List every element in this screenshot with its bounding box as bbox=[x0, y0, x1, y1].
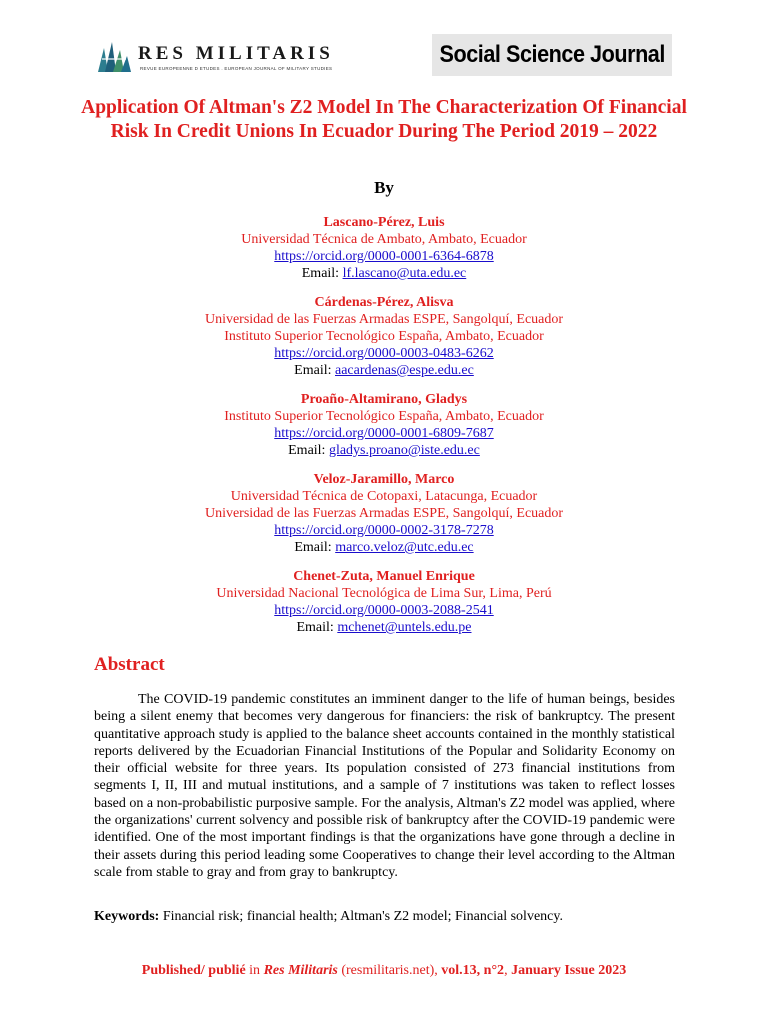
abstract-body: The COVID-19 pandemic constitutes an imminent danger to the life of human beings, besides being a silent enemy that becomes very dangerous for financiers: the risk of bankruptcy. The present quantitative approach study is applied to the balance sheet accounts contained in the monthly statistical reports delivered by the Ecuadorian Financial Institutions of the Popular and Solidarity Economy on their official website for three years. Its population consisted of 273 financial institutions from segments I, II, III and mutual institutions, and a sample of 7 institutions was taken to reflect losses based on a non-probabilistic purposive sample. For the analysis, Altman's Z2 model was applied, where the organizations' current solvency and possible risk of bankruptcy after the COVID-19 pandemic were identified. One of the most important findings is that the organizations have gone through a decline in their assets during this period leading some Cooperatives to change their level according to the Altman scale from stable to gray and from gray to bankruptcy. bbox=[94, 692, 675, 880]
footer-issue: January Issue 2023 bbox=[511, 963, 627, 978]
email-link[interactable]: mchenet@untels.edu.pe bbox=[337, 620, 472, 635]
email-label: Email: bbox=[294, 540, 336, 555]
email-line bbox=[0, 442, 768, 459]
footer-volume: vol.13, n°2 bbox=[441, 963, 505, 978]
email-line bbox=[0, 619, 768, 636]
keywords-line bbox=[94, 908, 563, 925]
author-block bbox=[0, 471, 768, 556]
footer-journal: Res Militaris bbox=[263, 963, 338, 978]
author-block bbox=[0, 214, 768, 282]
footer-in: in bbox=[245, 963, 264, 978]
keywords-text: Financial risk; financial health; Altman's Z2 model; Financial solvency. bbox=[159, 909, 563, 924]
author-affiliation: Instituto Superior Tecnológico España, Ambato, Ecuador bbox=[224, 329, 544, 344]
orcid-link[interactable]: https://orcid.org/0000-0001-6809-7687 bbox=[274, 426, 494, 441]
author-block bbox=[0, 568, 768, 636]
author-name: Chenet-Zuta, Manuel Enrique bbox=[293, 569, 475, 584]
email-line bbox=[0, 539, 768, 556]
email-label: Email: bbox=[288, 443, 329, 458]
author-block bbox=[0, 294, 768, 379]
author-affiliation: Instituto Superior Tecnológico España, Ambato, Ecuador bbox=[224, 409, 544, 424]
email-link[interactable]: marco.veloz@utc.edu.ec bbox=[335, 540, 474, 555]
orcid-link[interactable]: https://orcid.org/0000-0002-3178-7278 bbox=[274, 523, 494, 538]
footer-site: (resmilitaris.net), bbox=[337, 963, 442, 978]
paper-title: Application Of Altman's Z2 Model In The Characterization Of Financial Risk In Credit Unions In Ecuador During The Period 2019 – 2022 bbox=[81, 97, 687, 142]
journal-name: RES MILITARIS bbox=[138, 43, 334, 64]
author-name: Lascano-Pérez, Luis bbox=[323, 215, 445, 230]
orcid-link[interactable]: https://orcid.org/0000-0001-6364-6878 bbox=[274, 249, 494, 264]
publication-footer bbox=[0, 963, 768, 979]
orcid-link[interactable]: https://orcid.org/0000-0003-0483-6262 bbox=[274, 346, 494, 361]
journal-banner-text: Social Science Journal bbox=[439, 41, 665, 68]
author-list bbox=[0, 214, 768, 648]
page-header bbox=[0, 0, 768, 80]
email-link[interactable]: lf.lascano@uta.edu.ec bbox=[342, 266, 467, 281]
author-affiliation: Universidad Nacional Tecnológica de Lima Sur, Lima, Perú bbox=[216, 586, 552, 601]
journal-subtitle: REVUE EUROPEENNE D ETUDES . EUROPEAN JOURNAL OF MILITARY STUDIES bbox=[140, 66, 333, 71]
author-affiliation: Universidad Técnica de Ambato, Ambato, Ecuador bbox=[241, 232, 527, 247]
author-name: Veloz-Jaramillo, Marco bbox=[313, 472, 455, 487]
author-affiliation: Universidad de las Fuerzas Armadas ESPE, Sangolquí, Ecuador bbox=[204, 506, 564, 521]
keywords-label: Keywords: bbox=[94, 909, 160, 924]
author-name: Cárdenas-Pérez, Alisva bbox=[314, 295, 454, 310]
email-label: Email: bbox=[301, 266, 343, 281]
email-label: Email: bbox=[294, 363, 335, 378]
author-block bbox=[0, 391, 768, 459]
journal-banner bbox=[432, 34, 672, 76]
email-line bbox=[0, 265, 768, 282]
author-affiliation: Universidad Técnica de Cotopaxi, Latacunga, Ecuador bbox=[230, 489, 538, 504]
author-name: Proaño-Altamirano, Gladys bbox=[300, 392, 468, 407]
email-link[interactable]: gladys.proano@iste.edu.ec bbox=[328, 443, 480, 458]
author-affiliation: Universidad de las Fuerzas Armadas ESPE, Sangolquí, Ecuador bbox=[204, 312, 564, 327]
footer-published: Published/ publié bbox=[141, 963, 246, 978]
orcid-link[interactable]: https://orcid.org/0000-0003-2088-2541 bbox=[274, 603, 494, 618]
email-link[interactable]: aacardenas@espe.edu.ec bbox=[335, 363, 474, 378]
by-label: By bbox=[374, 178, 394, 197]
email-label: Email: bbox=[296, 620, 338, 635]
abstract-heading: Abstract bbox=[94, 654, 165, 675]
res-militaris-logo-icon bbox=[96, 38, 132, 74]
email-line bbox=[0, 362, 768, 379]
footer-sep: , bbox=[504, 963, 512, 978]
